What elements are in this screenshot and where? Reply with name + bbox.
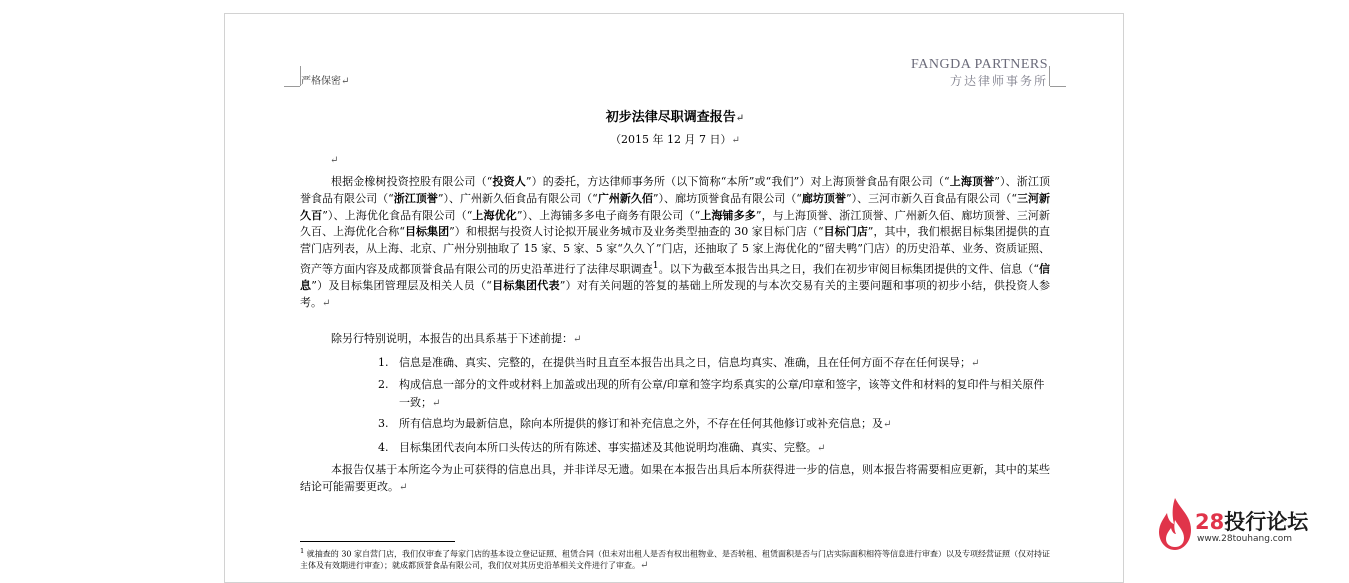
defined-term: 广州新久佰 (597, 191, 653, 205)
paragraph-text: ”，其中，我们根据目标集团提供的直营门店列表，从上海、北京、广州分别抽取了 15 家、5 家、5 家“久久丫”门店，还抽取了 5 家上海优化的“留夫鸭”门店）的历史沿革、业务、资质证照、资产等方面内容及成都顶誉食品有限公司的历史沿革进行了法律尽职调查 (300, 225, 1050, 276)
paragraph-text: ”）、廊坊顶誉食品有限公司（“ (652, 191, 802, 205)
assumption-item-4: 4. 目标集团代表向本所口头传达的所有陈述、事实描述及其他说明均准确、真实、完整。↵ (378, 439, 1050, 458)
defined-term: 目标集团代表 (491, 279, 560, 293)
firm-name-chinese: 方达律师事务所 (949, 74, 1048, 88)
forum-watermark (1155, 496, 1330, 551)
assumption-number: 3. (378, 417, 389, 430)
paragraph-text: 根据金橡树投资控股有限公司（“ (331, 175, 493, 188)
paragraph-text: ”）、上海铺多多电子商务有限公司（“ (516, 208, 701, 222)
assumption-text: 构成信息一部分的文件或材料上加盖或出现的所有公章/印章和签字均系真实的公章/印章和签字，该等文件和材料的复印件与相关原件一致； (399, 378, 1045, 409)
paragraph-text: ”）、上海优化食品有限公司（“ (322, 208, 473, 222)
footnote-marker: 1 (300, 547, 305, 555)
closing-paragraph: 本报告仅基于本所迄今为止可获得的信息出具，并非详尽无遗。如果在本报告出具后本所获得进一步的信息，则本报告将需要相应更新，其中的某些结论可能需要更改。↵ (300, 463, 1050, 493)
assumption-item-1: 1. 信息是准确、真实、完整的，在提供当时且直至本报告出具之日，信息均真实、准确，且在任何方面不存在任何误导；↵ (378, 354, 1050, 373)
report-title: 初步法律尽职调查报告↵ (605, 110, 745, 125)
assumption-item-2: 2. 构成信息一部分的文件或材料上加盖或出现的所有公章/印章和签字均系真实的公章/印章和签字，该等文件和材料的复印件与相关原件一致；↵ (378, 378, 1045, 409)
assumption-text: 信息是准确、真实、完整的，在提供当时且直至本报告出具之日，信息均真实、准确，且在任何方面不存在任何误导； (399, 356, 971, 369)
paragraph-mark: ↵ (330, 155, 339, 166)
confidentiality-label: 严格保密↵ (301, 76, 350, 87)
assumption-number: 4. (378, 441, 389, 454)
defined-term: 信息 (300, 262, 1051, 293)
defined-term: 投资人 (492, 175, 526, 188)
assumption-number: 1. (378, 356, 389, 369)
assumption-item-3: 3. 所有信息均为最新信息，除向本所提供的修订和补充信息之外，不存在任何其他修订或补充信息；及↵ (378, 415, 1050, 434)
paragraph-mark: ↵ (322, 298, 331, 310)
paragraph-text: ”）、广州新久佰食品有限公司（“ (437, 191, 598, 205)
footnote-text: 就抽查的 30 家自营门店，我们仅审查了每家门店的基本设立登记证照、租赁合同（但未对出租人是否有权出租物业、是否转租、租赁面积是否与门店实际面积相符等信息进行审查）以及专项经营证照（仅对持证主体及有效期进行审查）；就成都顶誉食品有限公司，我们仅对其历史沿革相关文件进行了审查。 (300, 549, 1051, 570)
crop-mark-top-right-v (1049, 66, 1050, 86)
footnote-reference: 1 (652, 259, 659, 271)
defined-term: 目标门店 (823, 225, 868, 239)
report-date: （2015 年 12 月 7 日）↵ (610, 133, 740, 146)
defined-term: 三河新久百 (300, 191, 1050, 222)
forum-title: 28投行论坛 (1195, 510, 1309, 534)
defined-term: 浙江顶誉 (393, 191, 438, 205)
defined-term: 目标集团 (404, 225, 450, 239)
assumptions-intro: 除另行特别说明，本报告的出具系基于下述前提：↵ (331, 332, 582, 345)
defined-term: 上海顶誉 (949, 175, 995, 188)
crop-mark-top-right-h (1050, 86, 1066, 87)
crop-mark-top-left-h (284, 86, 300, 87)
footnote-separator (300, 541, 455, 542)
defined-term: 上海铺多多 (700, 208, 756, 222)
flame-logo-icon (1155, 496, 1195, 554)
assumption-text: 所有信息均为最新信息，除向本所提供的修订和补充信息之外，不存在任何其他修订或补充信息；及 (399, 417, 883, 430)
assumption-number: 2. (378, 378, 389, 391)
paragraph-text: ”）、浙江顶誉食品有限公司（“ (300, 175, 1050, 205)
intro-paragraph (300, 174, 1050, 313)
paragraph-text: ”）对有关问题的答复的基础上所发现的与本次交易有关的主要问题和事项的初步小结，供投资人参考。 (300, 279, 1051, 310)
footnote: $^1$ 就抽查的 30 家自营门店，我们仅审查了每家门店的基本设立登记证照、租赁合同（但未对出租人是否有权出租物业、是否转租、租赁面积是否与门店实际面积相符等信息进行审查）以及专项经营证照（仅对持证主体及有效期进行审查）；就成都顶誉食品有限公司，我们仅对其历史沿革相关文件进行了审查。↵ (300, 547, 1051, 571)
paragraph-text: 。以下为截至本报告出具之日，我们在初步审阅目标集团提供的文件、信息（“ (658, 262, 1039, 276)
paragraph-text: ”）和根据与投资人讨论拟开展业务城市及业务类型抽查的 30 家目标门店（“ (449, 225, 824, 239)
assumption-text: 目标集团代表向本所口头传达的所有陈述、事实描述及其他说明均准确、真实、完整。 (399, 441, 817, 454)
defined-term: 廊坊顶誉 (801, 191, 846, 205)
defined-term: 上海优化 (472, 208, 517, 222)
paragraph-text: ”，与上海顶誉、浙江顶誉、广州新久佰、廊坊顶誉、三河新久百、上海优化合称“ (300, 208, 1051, 239)
forum-url: www.28touhang.com (1197, 534, 1293, 544)
firm-name-english: FANGDA PARTNERS (911, 57, 1048, 72)
paragraph-text: ”）的委托，方达律师事务所（以下简称“本所”或“我们”）对上海顶誉食品有限公司（“ (525, 175, 950, 188)
paragraph-text: ”）及目标集团管理层及相关人员（“ (311, 279, 492, 293)
paragraph-text: ”）、三河市新久百食品有限公司（“ (845, 191, 1017, 205)
